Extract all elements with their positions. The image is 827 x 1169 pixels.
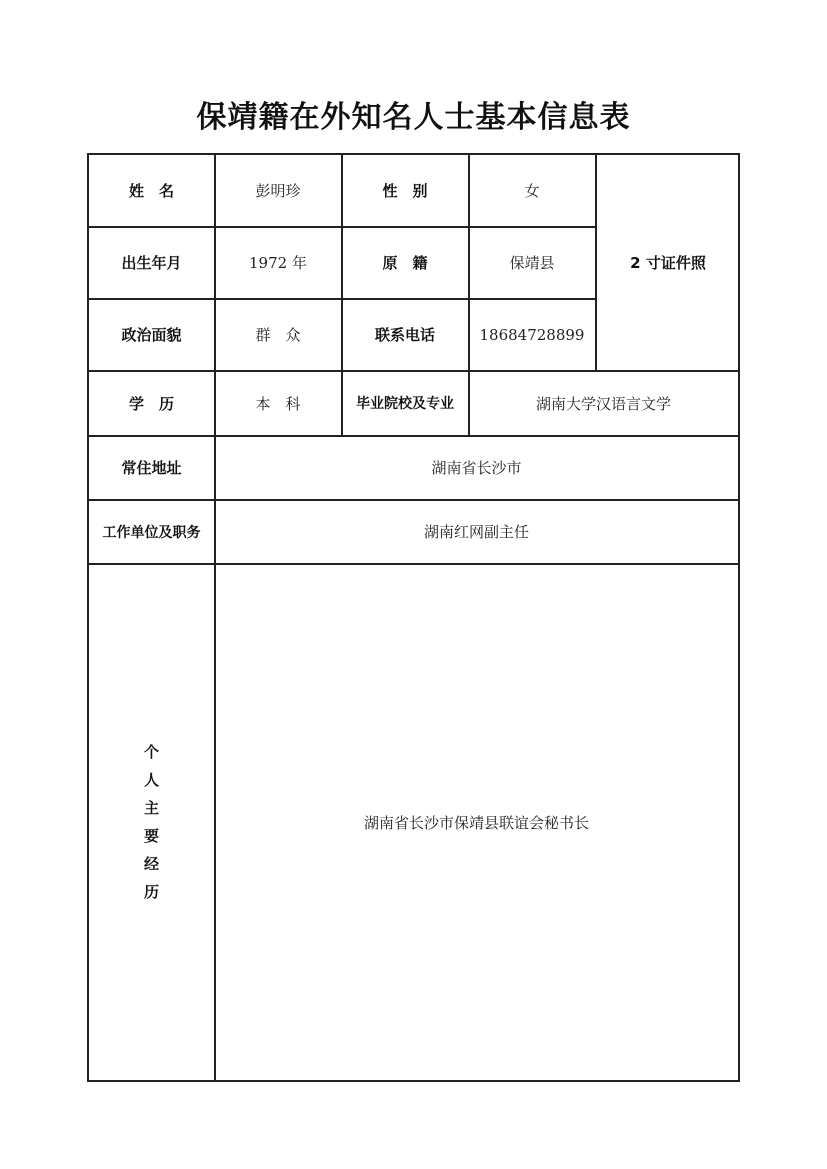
work-label: 工作单位及职务	[102, 524, 201, 541]
education-label: 学 历	[128, 394, 174, 413]
experience-label-char: 要	[143, 827, 159, 845]
education-value: 本 科	[255, 394, 301, 413]
experience-label-char: 经	[143, 855, 159, 873]
experience-value: 湖南省长沙市保靖县联谊会秘书长	[363, 813, 589, 832]
work-value: 湖南红网副主任	[423, 523, 529, 541]
gender-value: 女	[524, 182, 540, 200]
gender-label: 性 别	[382, 182, 428, 200]
origin-label: 原 籍	[382, 254, 428, 272]
experience-label-char: 主	[143, 799, 159, 817]
address-label: 常住地址	[121, 459, 182, 477]
experience-label-char: 人	[143, 771, 159, 789]
politics-label: 政治面貌	[121, 326, 182, 344]
name-label: 姓 名	[128, 182, 174, 200]
experience-label	[89, 564, 214, 1080]
phone-value: 18684728899	[479, 325, 585, 344]
experience-label-char: 历	[143, 883, 159, 901]
experience-label-char: 个	[143, 743, 159, 761]
school-value: 湖南大学汉语言文学	[535, 394, 671, 413]
birth-label: 出生年月	[121, 254, 182, 272]
school-label: 毕业院校及专业	[356, 396, 454, 412]
phone-label: 联系电话	[374, 326, 435, 344]
page-title: 保靖籍在外知名人士基本信息表	[196, 100, 631, 135]
name-value: 彭明珍	[255, 182, 301, 200]
politics-value: 群 众	[255, 326, 301, 344]
origin-value: 保靖县	[509, 254, 555, 272]
address-value: 湖南省长沙市	[431, 459, 522, 477]
info-table	[87, 153, 740, 1082]
birth-value: 1972 年	[249, 254, 307, 272]
photo-placeholder: 2 寸证件照	[630, 254, 706, 272]
